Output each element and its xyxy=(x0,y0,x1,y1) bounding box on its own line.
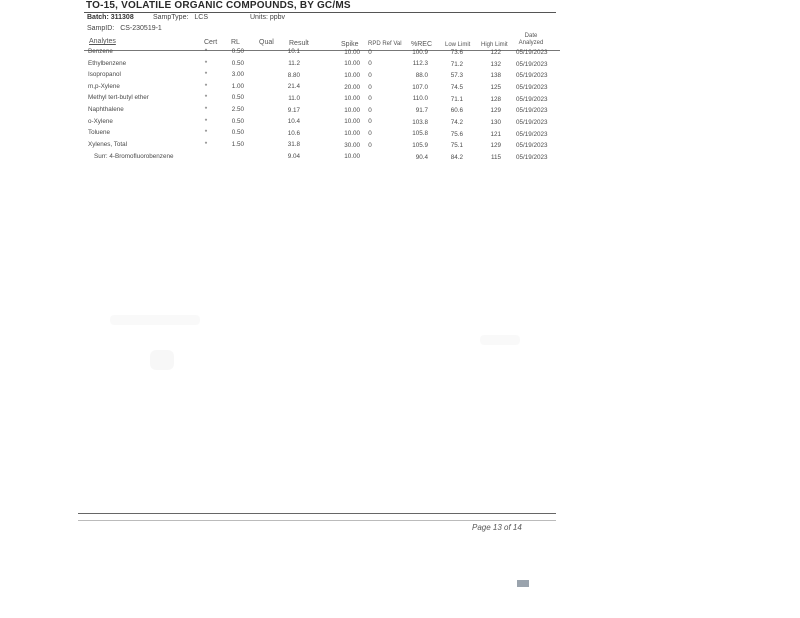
report-title: TO-15, VOLATILE ORGANIC COMPOUNDS, BY GC/MS xyxy=(86,0,351,11)
scan-smudge xyxy=(480,335,520,345)
col-rpd-ref-val: RPD Ref Val xyxy=(368,41,402,47)
cell-high-limit: 138 xyxy=(490,72,501,80)
col-cert: Cert xyxy=(204,39,218,46)
cell-result: 9.04 xyxy=(287,153,300,160)
cell-rl: 1.50 xyxy=(231,140,244,148)
cell-analyte: m,p-Xylene xyxy=(88,82,120,90)
cell-rec: 107.0 xyxy=(412,83,428,91)
units-value: ppbv xyxy=(269,14,286,21)
footer-divider-secondary xyxy=(78,520,556,521)
cell-date-analyzed: 05/19/2023 xyxy=(516,130,548,138)
cell-high-limit: 129 xyxy=(490,142,501,150)
cell-spike: 30.00 xyxy=(344,141,360,149)
cell-cert: * xyxy=(204,94,208,102)
cell-date-analyzed: 05/19/2023 xyxy=(516,84,548,91)
cell-spike: 10.00 xyxy=(344,130,360,137)
samptype-field xyxy=(153,14,208,21)
cell-rec: 105.8 xyxy=(412,130,428,138)
scan-mark xyxy=(517,580,529,587)
cell-high-limit: 125 xyxy=(490,83,501,91)
cell-cert: * xyxy=(204,71,208,79)
cell-analyte: Toluene xyxy=(88,129,111,137)
cell-low-limit: 71.1 xyxy=(450,95,463,103)
cell-result: 8.80 xyxy=(287,71,300,79)
col-analytes: Analytes xyxy=(89,38,116,45)
col-rl: RL xyxy=(231,39,240,46)
cell-low-limit: 57.3 xyxy=(450,72,463,80)
cell-analyte: o-Xylene xyxy=(88,117,113,125)
cell-rec: 88.0 xyxy=(415,72,428,79)
col-date-analyzed xyxy=(515,33,547,47)
cell-rl: 0.50 xyxy=(231,117,244,125)
title-divider xyxy=(84,12,556,13)
batch-label: Batch: xyxy=(87,14,109,21)
cell-result: 31.8 xyxy=(287,141,300,149)
cell-analyte: Benzene xyxy=(88,48,113,55)
cell-low-limit: 73.6 xyxy=(450,48,463,56)
cell-spike: 10.00 xyxy=(344,153,360,161)
cell-cert: * xyxy=(204,129,208,137)
units-label: Units: xyxy=(250,14,268,21)
cell-low-limit: 74.2 xyxy=(450,118,463,126)
cell-rec: 103.8 xyxy=(412,118,428,126)
cell-rec: 105.9 xyxy=(412,142,428,149)
col-spike: Spike xyxy=(341,41,359,48)
col-date-line1: Date xyxy=(524,33,538,39)
col-high-limit: High Limit xyxy=(481,42,508,48)
cell-date-analyzed: 05/19/2023 xyxy=(516,154,548,162)
cell-rpd-ref-val: 0 xyxy=(368,71,372,79)
sampid-field xyxy=(87,25,162,32)
cell-rpd-ref-val: 0 xyxy=(368,48,372,56)
cell-cert: * xyxy=(204,106,208,113)
cell-rl: 3.00 xyxy=(231,71,244,79)
cell-spike: 10.00 xyxy=(344,106,360,114)
cell-high-limit: 122 xyxy=(490,48,501,56)
cell-analyte: Naphthalene xyxy=(88,106,124,113)
footer-divider xyxy=(78,513,556,514)
cell-rpd-ref-val: 0 xyxy=(368,106,372,114)
cell-rpd-ref-val: 0 xyxy=(368,130,372,137)
cell-date-analyzed: 05/19/2023 xyxy=(516,49,548,56)
scan-smudge xyxy=(110,315,200,325)
col-low-limit: Low Limit xyxy=(445,42,471,48)
units-field xyxy=(250,14,285,21)
cell-rl: 0.50 xyxy=(231,59,244,67)
cell-rec: 90.4 xyxy=(415,153,428,161)
cell-rpd-ref-val: 0 xyxy=(368,83,372,91)
cell-result: 21.4 xyxy=(287,83,300,91)
cell-rl: 0.50 xyxy=(231,129,244,137)
cell-result: 11.0 xyxy=(288,94,300,102)
page-number: Page 13 of 14 xyxy=(472,523,522,532)
cell-low-limit: 75.6 xyxy=(450,130,463,138)
cell-spike: 10.00 xyxy=(344,48,360,56)
cell-cert: * xyxy=(204,59,208,67)
cell-result: 10.4 xyxy=(287,118,300,126)
cell-high-limit: 132 xyxy=(490,60,501,68)
cell-analyte: Ethylbenzene xyxy=(88,59,127,67)
cell-cert: * xyxy=(204,140,208,148)
cell-rpd-ref-val: 0 xyxy=(368,118,372,126)
cell-spike: 10.00 xyxy=(344,95,360,103)
cell-analyte: Xylenes, Total xyxy=(88,140,128,148)
cell-spike: 20.00 xyxy=(344,83,360,91)
batch-value: 311308 xyxy=(110,14,134,21)
cell-rpd-ref-val: 0 xyxy=(368,95,372,103)
cell-high-limit: 115 xyxy=(490,153,501,161)
cell-rl: 0.50 xyxy=(231,94,244,102)
cell-date-analyzed: 05/19/2023 xyxy=(516,119,548,127)
cell-rl: 1.00 xyxy=(231,82,244,90)
cell-date-analyzed: 05/19/2023 xyxy=(516,95,548,103)
cell-rec: 100.9 xyxy=(412,48,428,56)
sampid-value: CS-230519-1 xyxy=(120,25,162,32)
col-date-line2: Analyzed xyxy=(518,40,544,46)
cell-analyte: Surr: 4-Bromofluorobenzene xyxy=(94,152,174,160)
cell-low-limit: 71.2 xyxy=(450,60,463,68)
cell-result: 11.2 xyxy=(288,60,300,67)
cell-spike: 10.00 xyxy=(344,118,360,126)
cell-analyte: Methyl tert-butyl ether xyxy=(88,94,149,102)
cell-low-limit: 84.2 xyxy=(450,153,463,161)
cell-high-limit: 129 xyxy=(490,107,501,115)
cell-cert: * xyxy=(204,117,208,125)
cell-spike: 10.00 xyxy=(344,60,360,68)
cell-rl: 0.50 xyxy=(231,48,244,55)
cell-result: 9.17 xyxy=(287,106,300,114)
cell-rl: 2.50 xyxy=(231,106,244,113)
cell-low-limit: 74.5 xyxy=(450,83,463,91)
cell-rec: 112.3 xyxy=(412,60,428,68)
cell-rec: 110.0 xyxy=(412,95,428,103)
cell-date-analyzed: 05/19/2023 xyxy=(516,60,548,68)
cell-low-limit: 75.1 xyxy=(450,142,463,150)
cell-result: 10.1 xyxy=(287,48,300,56)
cell-analyte: Isopropanol xyxy=(88,71,121,79)
cell-high-limit: 130 xyxy=(490,118,501,126)
col-rec: %REC xyxy=(411,41,433,48)
cell-rec: 91.7 xyxy=(415,107,428,114)
sampid-label: SampID: xyxy=(87,25,115,32)
cell-rpd-ref-val: 0 xyxy=(368,60,372,68)
cell-spike: 10.00 xyxy=(344,71,360,79)
cell-cert: * xyxy=(204,82,208,90)
samptype-value: LCS xyxy=(194,14,208,21)
cell-high-limit: 121 xyxy=(490,130,501,138)
cell-high-limit: 128 xyxy=(490,95,501,103)
cell-date-analyzed: 05/19/2023 xyxy=(516,72,548,80)
batch-field xyxy=(87,14,134,21)
samptype-label: SampType: xyxy=(153,14,189,21)
col-qual: Qual xyxy=(259,39,274,46)
col-result: Result xyxy=(289,40,309,47)
cell-result: 10.6 xyxy=(287,129,300,137)
cell-rpd-ref-val: 0 xyxy=(368,141,372,149)
cell-low-limit: 60.6 xyxy=(450,107,463,115)
cell-date-analyzed: 05/19/2023 xyxy=(516,107,548,115)
scan-smudge xyxy=(150,350,174,370)
cell-date-analyzed: 05/19/2023 xyxy=(516,142,548,150)
cell-cert: * xyxy=(204,48,208,55)
